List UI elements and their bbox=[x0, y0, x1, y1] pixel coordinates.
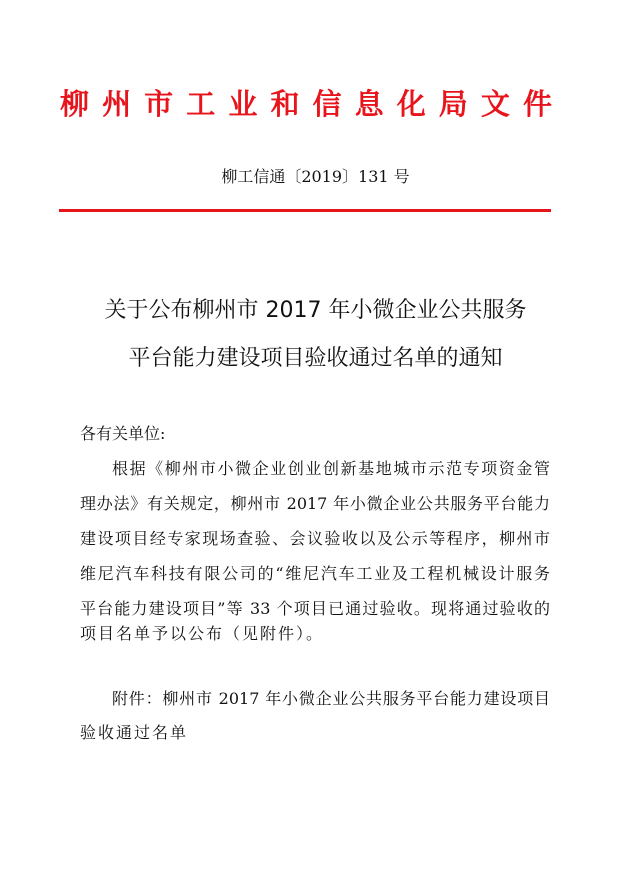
paragraph-line: 根据《柳州市小微企业创业创新基地城市示范专项资金管 bbox=[112, 459, 550, 478]
salutation: 各有关单位: bbox=[80, 424, 166, 443]
document-number: 柳工信通〔2019〕131 号 bbox=[221, 167, 410, 186]
issuer-title: 柳州市工业和信息化局文件 bbox=[60, 87, 552, 121]
attachment-line: 验收通过名单 bbox=[80, 723, 189, 742]
paragraph-line: 理办法》有关规定，柳州市 2017 年小微企业公共服务平台能力 bbox=[80, 494, 550, 513]
paragraph-line: 平台能力建设项目”等 33 个项目已通过验收。现将通过验收的 bbox=[80, 599, 550, 618]
paragraph-line: 维尼汽车科技有限公司的“维尼汽车工业及工程机械设计服务 bbox=[80, 564, 550, 583]
paragraph-line: 建设项目经专家现场查验、会议验收以及公示等程序，柳州市 bbox=[80, 529, 550, 548]
notice-title-line-2: 平台能力建设项目验收通过名单的通知 bbox=[128, 346, 503, 371]
red-divider bbox=[59, 209, 551, 212]
paragraph-line: 项目名单予以公布（见附件）。 bbox=[80, 624, 325, 643]
notice-title-line-1: 关于公布柳州市 2017 年小微企业公共服务 bbox=[104, 298, 527, 323]
attachment-line: 附件：柳州市 2017 年小微企业公共服务平台能力建设项目 bbox=[112, 689, 550, 708]
